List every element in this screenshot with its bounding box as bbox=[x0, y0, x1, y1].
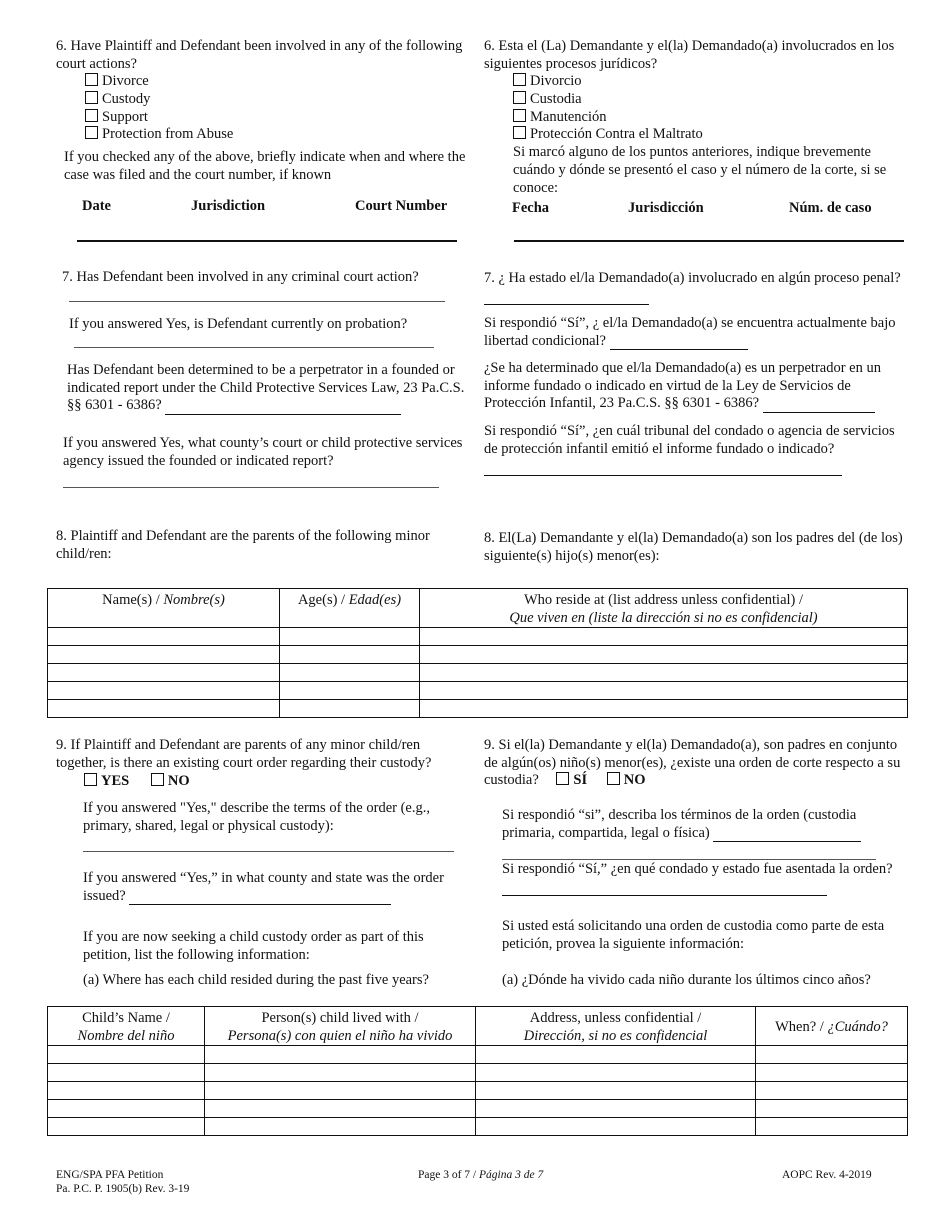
question-7-4-es: Si respondió “Sí”, ¿en cuál tribunal del condado o agencia de servicios de protección infantil emitió el informe fundado o indicado? bbox=[484, 423, 908, 476]
header-jurisdiction: Jurisdiction bbox=[191, 198, 266, 214]
table-row[interactable] bbox=[48, 700, 908, 718]
question-6-es: 6. Esta el (La) Demandante y el(la) Demandado(a) involucrados en los siguientes procesos jurídicos? bbox=[484, 38, 895, 72]
table-row[interactable] bbox=[48, 646, 908, 664]
section-6-spanish bbox=[484, 38, 908, 197]
answer-line-7-3-en[interactable] bbox=[165, 400, 401, 415]
col-age-header: Age(s) / Edad(es) bbox=[280, 589, 420, 628]
terms-question-en: If you answered "Yes," describe the terms of the order (e.g., primary, shared, legal or physical custody): bbox=[83, 800, 430, 834]
answer-line-7-2-en[interactable] bbox=[74, 347, 434, 348]
header-jurisdiccion: Jurisdicción bbox=[628, 200, 704, 216]
answer-line-7-2-es[interactable] bbox=[610, 335, 748, 350]
checkbox-icon[interactable] bbox=[85, 109, 98, 122]
header-date: Date bbox=[82, 198, 111, 214]
question-9-en: 9. If Plaintiff and Defendant are parents of any minor child/ren together, is there an existing court order regarding their custody? bbox=[56, 737, 432, 771]
where-question-es: (a) ¿Dónde ha vivido cada niño durante los últimos cinco años? bbox=[502, 972, 871, 988]
header-num-caso: Núm. de caso bbox=[789, 200, 872, 216]
checkbox-si[interactable]: SÍ bbox=[556, 772, 587, 788]
checkbox-icon[interactable] bbox=[151, 773, 164, 786]
checkbox-icon[interactable] bbox=[85, 73, 98, 86]
checkbox-icon[interactable] bbox=[513, 91, 526, 104]
answer-line-7-1-es[interactable] bbox=[484, 290, 649, 305]
header-fecha: Fecha bbox=[512, 200, 550, 216]
where-question-en: (a) Where has each child resided during the past five years? bbox=[83, 972, 429, 988]
checkbox-divorce[interactable]: Divorce bbox=[85, 73, 474, 91]
county-question-en: If you answered “Yes,” in what county and state was the order issued? bbox=[83, 870, 444, 904]
question-8-en: 8. Plaintiff and Defendant are the parents of the following minor child/ren: bbox=[56, 528, 430, 562]
checkbox-manutencion[interactable]: Manutención bbox=[513, 109, 908, 127]
question-7-1-es: 7. ¿ Ha estado el/la Demandado(a) involucrado en algún proceso penal? bbox=[484, 270, 904, 305]
checkbox-icon[interactable] bbox=[85, 91, 98, 104]
checkbox-support[interactable]: Support bbox=[85, 109, 474, 127]
answer-line-7-1-en[interactable] bbox=[69, 301, 445, 302]
checkbox-custody[interactable]: Custody bbox=[85, 91, 474, 109]
col-name-header: Name(s) / Nombre(s) bbox=[48, 589, 280, 628]
footer-rule: Pa. P.C. P. 1905(b) Rev. 3-19 bbox=[56, 1183, 190, 1196]
table-row[interactable] bbox=[48, 682, 908, 700]
answer-line-7-4-en[interactable] bbox=[63, 487, 439, 488]
question-7-4-en: If you answered Yes, what county’s court or child protective services agency issued the founded or indicated report? bbox=[63, 435, 463, 469]
footer-page-number: Page 3 of 7 / Página 3 de 7 bbox=[418, 1169, 544, 1181]
checkbox-pfa[interactable]: Protection from Abuse bbox=[85, 126, 474, 144]
table-row[interactable] bbox=[48, 1118, 908, 1136]
yes-no-en bbox=[84, 773, 190, 791]
checkbox-icon[interactable] bbox=[513, 109, 526, 122]
footer-aopc: AOPC Rev. 4-2019 bbox=[782, 1169, 872, 1181]
checkbox-divorcio[interactable]: Divorcio bbox=[513, 73, 908, 91]
question-7-3-en: Has Defendant been determined to be a perpetrator in a founded or indicated report under the Child Protective Services Law, 23 Pa.C.S. §§ 6301 - 6386? bbox=[67, 362, 465, 414]
footer-left bbox=[56, 1168, 189, 1196]
col-when-header: When? / ¿Cuándo? bbox=[756, 1007, 908, 1046]
answer-line-6-es[interactable] bbox=[514, 240, 904, 242]
answer-line-county-en[interactable] bbox=[129, 890, 391, 905]
col-lived-with-header: Person(s) child lived with / Persona(s) con quien el niño ha vivido bbox=[205, 1007, 476, 1046]
question-8-es: 8. El(La) Demandante y el(la) Demandado(a) son los padres del (de los) siguiente(s) hijo(s) menor(es): bbox=[484, 530, 903, 564]
question-7-3-es: ¿Se ha determinado que el/la Demandado(a) es un perpetrador en un informe fundado o indicado en virtud de la Ley de Servicios de Protección Infantil, 23 Pa.C.S. §§ 6301 - 6386? bbox=[484, 360, 881, 412]
table-row[interactable] bbox=[48, 1046, 908, 1064]
seeking-text-es: Si usted está solicitando una orden de custodia como parte de esta petición, provea la siguiente información: bbox=[502, 918, 885, 952]
section-6-english bbox=[56, 38, 474, 185]
col-child-name-header: Child’s Name / Nombre del niño bbox=[48, 1007, 205, 1046]
answer-line-6-en[interactable] bbox=[77, 240, 457, 242]
header-court-number: Court Number bbox=[355, 198, 448, 214]
residence-table bbox=[47, 1006, 908, 1136]
checkbox-icon[interactable] bbox=[513, 73, 526, 86]
checkbox-icon[interactable] bbox=[513, 126, 526, 139]
table-row[interactable] bbox=[48, 1082, 908, 1100]
checkbox-icon[interactable] bbox=[556, 772, 569, 785]
question-7-2-en: If you answered Yes, is Defendant currently on probation? bbox=[69, 316, 408, 332]
question-7-1-en: 7. Has Defendant been involved in any criminal court action? bbox=[62, 269, 419, 285]
col-address-header: Who reside at (list address unless confidential) / Que viven en (liste la dirección si no es confidencial) bbox=[420, 589, 908, 628]
checkbox-custodia[interactable]: Custodia bbox=[513, 91, 908, 109]
question-6-en: 6. Have Plaintiff and Defendant been involved in any of the following court actions? bbox=[56, 38, 463, 72]
seeking-text-en: If you are now seeking a child custody order as part of this petition, list the following information: bbox=[83, 929, 424, 963]
checkbox-icon[interactable] bbox=[85, 126, 98, 139]
table-header-row bbox=[48, 589, 908, 628]
instruction-6-en: If you checked any of the above, briefly indicate when and where the case was filed and the court number, if known bbox=[64, 149, 466, 183]
table-row[interactable] bbox=[48, 664, 908, 682]
question-9-es: 9. Si el(la) Demandante y el(la) Demandado(a), son padres en conjunto de algún(os) niño(s) menor(es), ¿existe una orden de corte respecto a su custodia? SÍ NO bbox=[484, 737, 901, 789]
children-table bbox=[47, 588, 908, 718]
table-row[interactable] bbox=[48, 1064, 908, 1082]
footer-form-name: ENG/SPA PFA Petition bbox=[56, 1169, 164, 1181]
terms-question-es: Si respondió “si”, describa los términos de la orden (custodia primaria, compartida, legal o física) bbox=[502, 807, 902, 842]
checkbox-yes[interactable]: YES bbox=[84, 773, 129, 789]
checkbox-icon[interactable] bbox=[84, 773, 97, 786]
answer-line-terms-en[interactable] bbox=[83, 851, 454, 852]
checkbox-icon[interactable] bbox=[607, 772, 620, 785]
col-address-header: Address, unless confidential / Dirección, si no es confidencial bbox=[476, 1007, 756, 1046]
table-header-row bbox=[48, 1007, 908, 1046]
county-question-es: Si respondió “Sí,” ¿en qué condado y estado fue asentada la orden? bbox=[502, 861, 902, 896]
instruction-6-es: Si marcó alguno de los puntos anteriores, indique brevemente cuándo y dónde se presentó el caso y el número de la corte, si se conoce: bbox=[513, 144, 887, 196]
answer-line-terms-es-2[interactable] bbox=[502, 859, 876, 860]
checkbox-no-es[interactable]: NO bbox=[607, 772, 646, 788]
checkbox-no[interactable]: NO bbox=[151, 773, 190, 789]
answer-line-terms-es[interactable] bbox=[713, 827, 861, 842]
question-7-2-es: Si respondió “Sí”, ¿ el/la Demandado(a) se encuentra actualmente bajo libertad condicional? bbox=[484, 315, 896, 349]
answer-line-7-4-es[interactable] bbox=[484, 461, 842, 476]
table-row[interactable] bbox=[48, 1100, 908, 1118]
answer-line-7-3-es[interactable] bbox=[763, 398, 875, 413]
answer-line-county-es[interactable] bbox=[502, 881, 827, 896]
checkbox-proteccion[interactable]: Protección Contra el Maltrato bbox=[513, 126, 908, 144]
table-row[interactable] bbox=[48, 628, 908, 646]
